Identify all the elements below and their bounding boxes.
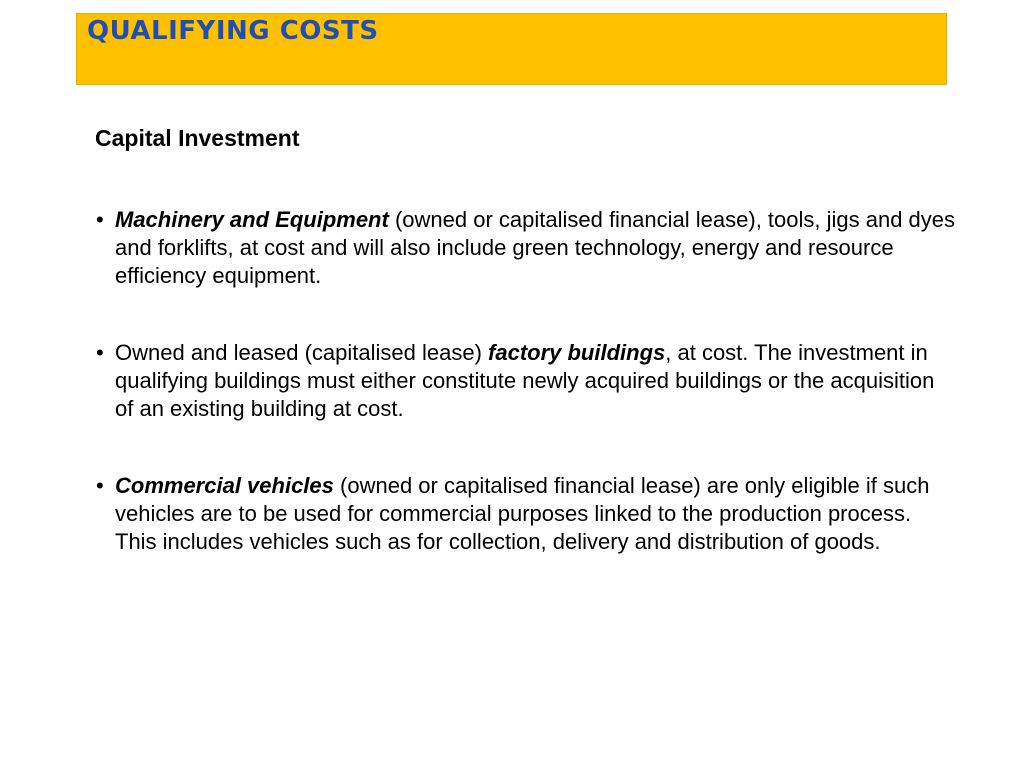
bullet-body: (owned or capitalised financial lease) are only eligible if such vehicles are to be used for commercial purposes linked to the production process. This includes vehicles such as for collection, delivery and distribution of goods. [115, 473, 930, 554]
bullet-text [115, 206, 956, 290]
title-bar [76, 13, 947, 85]
bullet-factory-buildings [96, 339, 956, 423]
bullet-emphasis: Commercial vehicles [115, 473, 334, 498]
bullet-emphasis: factory buildings [488, 340, 666, 365]
bullet-text [115, 472, 956, 556]
bullet-machinery [96, 206, 956, 290]
bullet-marker: • [96, 340, 104, 365]
slide-title: QUALIFYING COSTS [87, 16, 379, 46]
bullet-prefix: Owned and leased (capitalised lease) [115, 340, 489, 365]
bullet-commercial-vehicles [96, 472, 956, 556]
bullet-body: (owned or capitalised financial lease), tools, jigs and dyes and forklifts, at cost and will also include green technology, energy and resource efficiency equipment. [115, 207, 956, 288]
bullet-marker: • [96, 207, 104, 232]
bullet-body: , at cost. The investment in qualifying buildings must either constitute newly acquired buildings or the acquisition of an existing building at cost. [115, 340, 935, 421]
section-heading: Capital Investment [95, 125, 300, 151]
bullet-marker: • [96, 473, 104, 498]
bullet-emphasis: Machinery and Equipment [115, 207, 389, 232]
bullet-text [115, 339, 956, 423]
